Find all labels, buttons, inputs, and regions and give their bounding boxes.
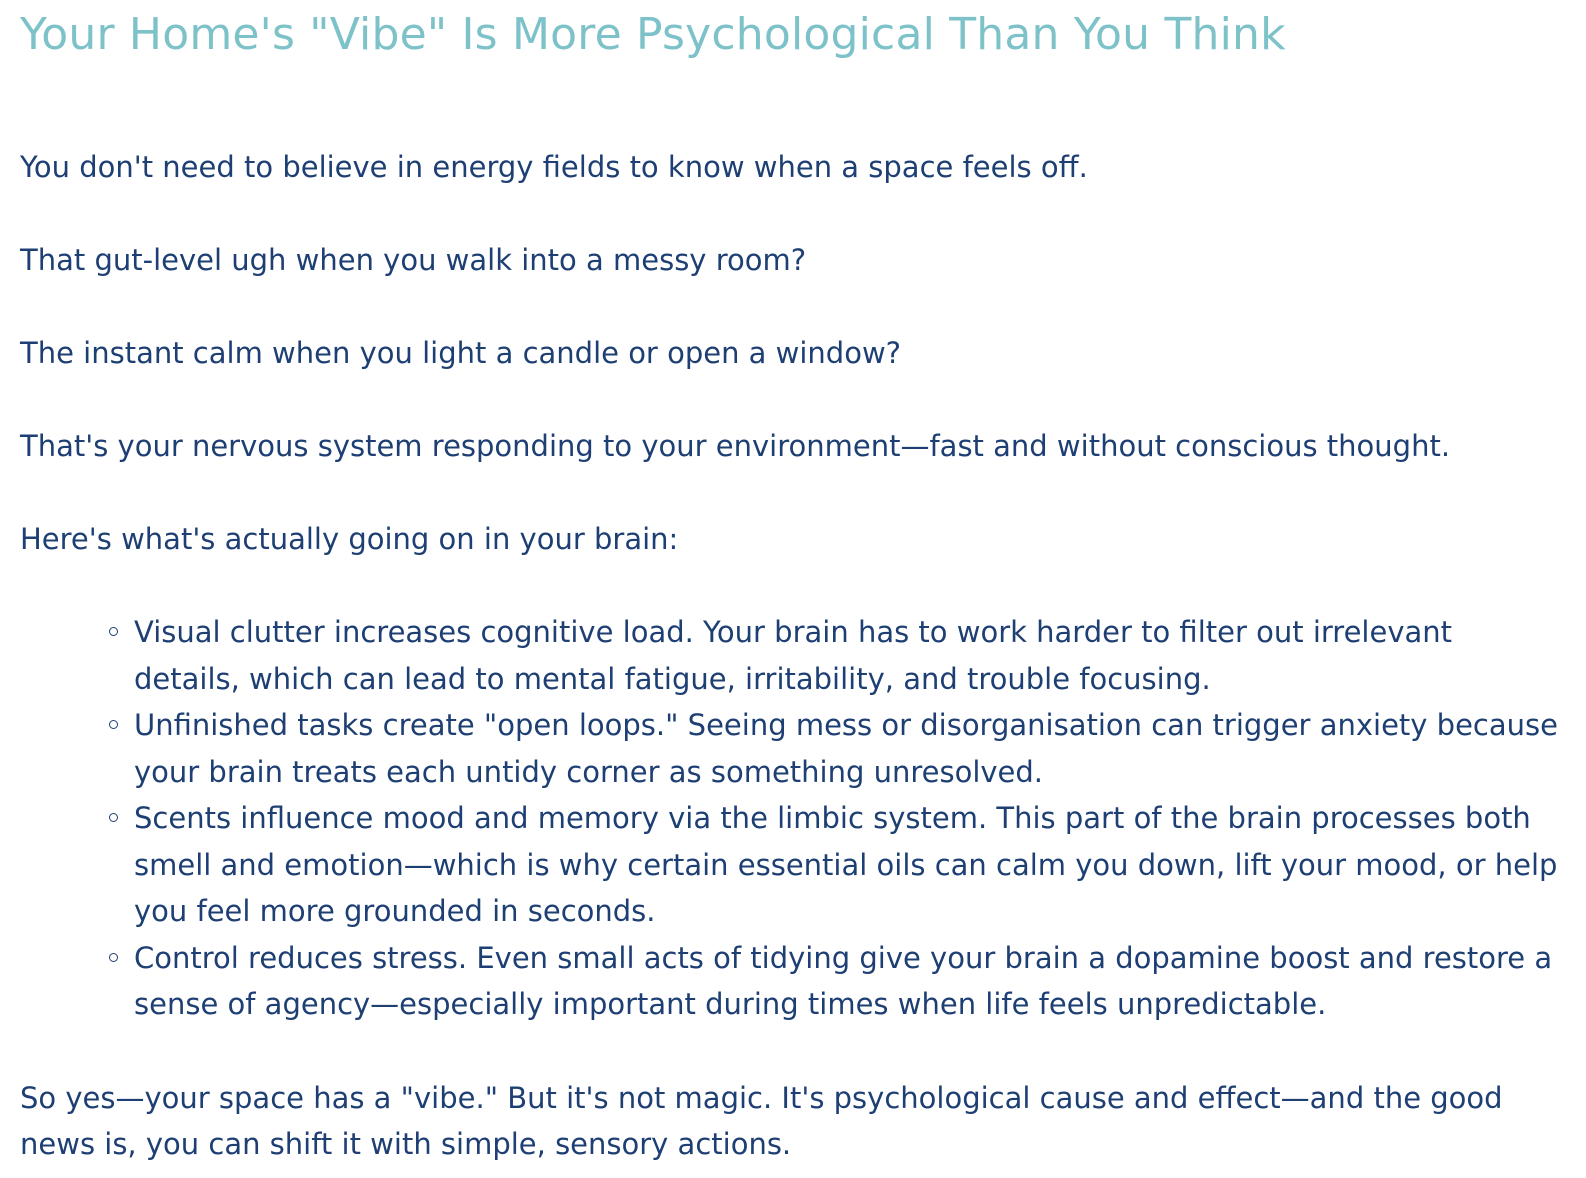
article-title: Your Home's "Vibe" Is More Psychological Than You Think	[20, 9, 1286, 60]
circle-bullet-icon	[109, 953, 118, 962]
list-item	[134, 702, 1566, 795]
list-item-text: Control reduces stress. Even small acts of tidying give your brain a dopamine boost and restore a sense of agency—especially important during times when life feels unpredictable.	[134, 940, 1553, 1021]
conclusion-paragraph: So yes—your space has a "vibe." But it's not magic. It's psychological cause and effect—and the good news is, you can shift it with simple, sensory actions.	[20, 1080, 1503, 1161]
intro-paragraph: That gut-level ugh when you walk into a messy room?	[20, 243, 807, 277]
list-item	[134, 609, 1566, 702]
intro-paragraph: The instant calm when you light a candle or open a window?	[20, 336, 902, 370]
bullet-list	[20, 609, 1566, 1028]
list-item	[134, 935, 1566, 1028]
intro-paragraph: Here's what's actually going on in your brain:	[20, 522, 679, 556]
intro-paragraph: That's your nervous system responding to your environment—fast and without conscious thought.	[20, 429, 1451, 463]
list-item-text: Scents influence mood and memory via the limbic system. This part of the brain processes both smell and emotion—which is why certain essential oils can calm you down, lift your mood, or help you feel more grounded in seconds.	[134, 801, 1558, 928]
circle-bullet-icon	[109, 720, 118, 729]
circle-bullet-icon	[109, 813, 118, 822]
list-item-text: Unfinished tasks create "open loops." Seeing mess or disorganisation can trigger anxiety because your brain treats each untidy corner as something unresolved.	[134, 708, 1558, 789]
intro-paragraph: You don't need to believe in energy fields to know when a space feels off.	[20, 150, 1088, 184]
list-item	[134, 795, 1566, 935]
article	[20, 0, 1566, 1167]
circle-bullet-icon	[109, 627, 118, 636]
list-item-text: Visual clutter increases cognitive load. Your brain has to work harder to filter out irrelevant details, which can lead to mental fatigue, irritability, and trouble focusing.	[134, 615, 1452, 696]
